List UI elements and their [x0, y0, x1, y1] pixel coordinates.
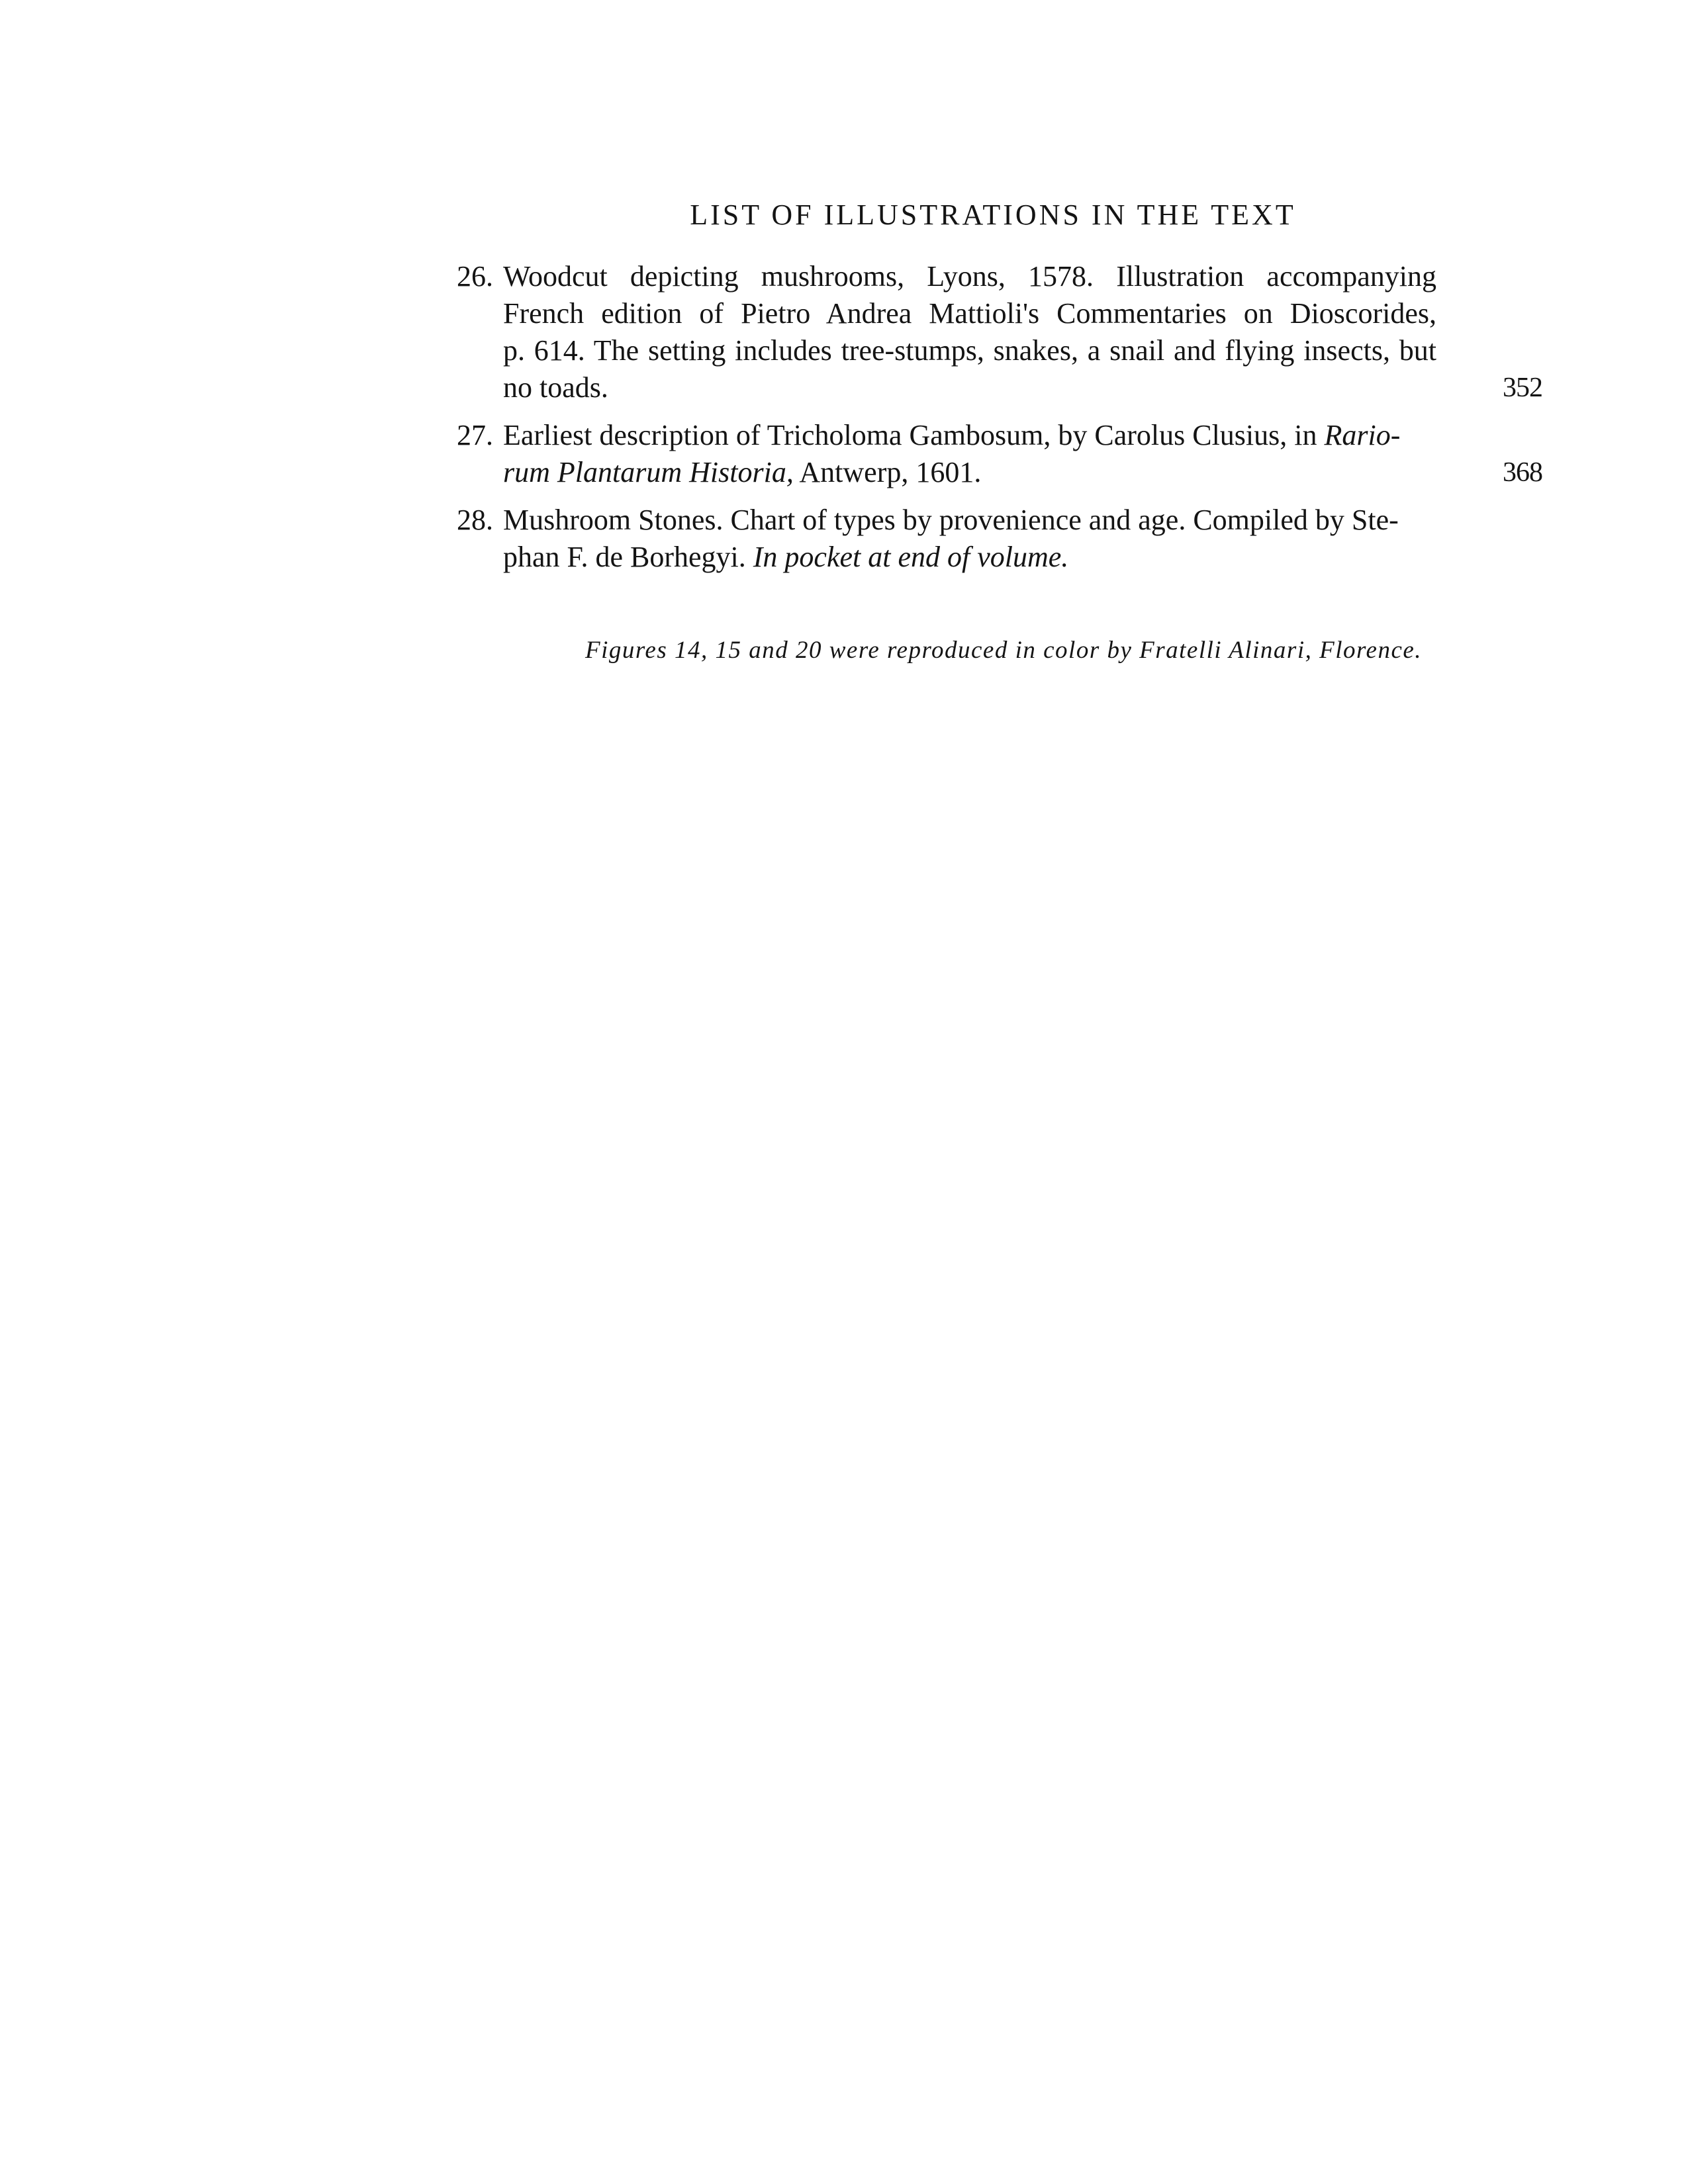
entry-italic-text: In pocket at end of volume. [753, 541, 1069, 573]
credit-note: Figures 14, 15 and 20 were reproduced in color by Fratelli Alinari, Florence. [585, 637, 1423, 664]
entry-text: Earliest description of Tricholoma Gambosum, by Carolus Clusius, in [503, 419, 1325, 451]
entry-line: French edition of Pietro Andrea Mattioli's Commentaries on Dioscorides, [503, 297, 1436, 330]
entry-number: 26. [457, 260, 493, 293]
entry-page-number: 368 [1503, 457, 1542, 488]
page-heading: LIST OF ILLUSTRATIONS IN THE TEXT [690, 199, 1296, 231]
entry-line [503, 539, 1436, 576]
entry-text: Antwerp, 1601. [793, 456, 982, 488]
entry-italic-text: Rario- [1324, 419, 1401, 451]
list-item [457, 502, 1542, 576]
list-item [457, 258, 1542, 406]
entry-text: Mushroom Stones. Chart of types by provenience and age. Compiled by Ste- [503, 504, 1399, 536]
entry-line [503, 502, 1436, 539]
illustration-list [457, 258, 1542, 586]
entry-number: 28. [457, 504, 493, 536]
entry-line: Woodcut depicting mushrooms, Lyons, 1578. Illustration accompanying [503, 260, 1436, 293]
list-item [457, 417, 1542, 491]
entry-page-number: 352 [1503, 373, 1542, 403]
entry-line [503, 454, 1436, 491]
entry-line [503, 417, 1436, 454]
entry-line: no toads. [503, 371, 608, 404]
entry-text: phan F. de Borhegyi. [503, 541, 753, 573]
entry-description [503, 258, 1436, 406]
entry-number: 27. [457, 419, 493, 451]
entry-italic-text: rum Plantarum Historia, [503, 456, 794, 488]
entry-description [503, 417, 1436, 491]
entry-line: p. 614. The setting includes tree-stumps, snakes, a snail and flying insects, but [503, 334, 1436, 367]
entry-description [503, 502, 1436, 576]
